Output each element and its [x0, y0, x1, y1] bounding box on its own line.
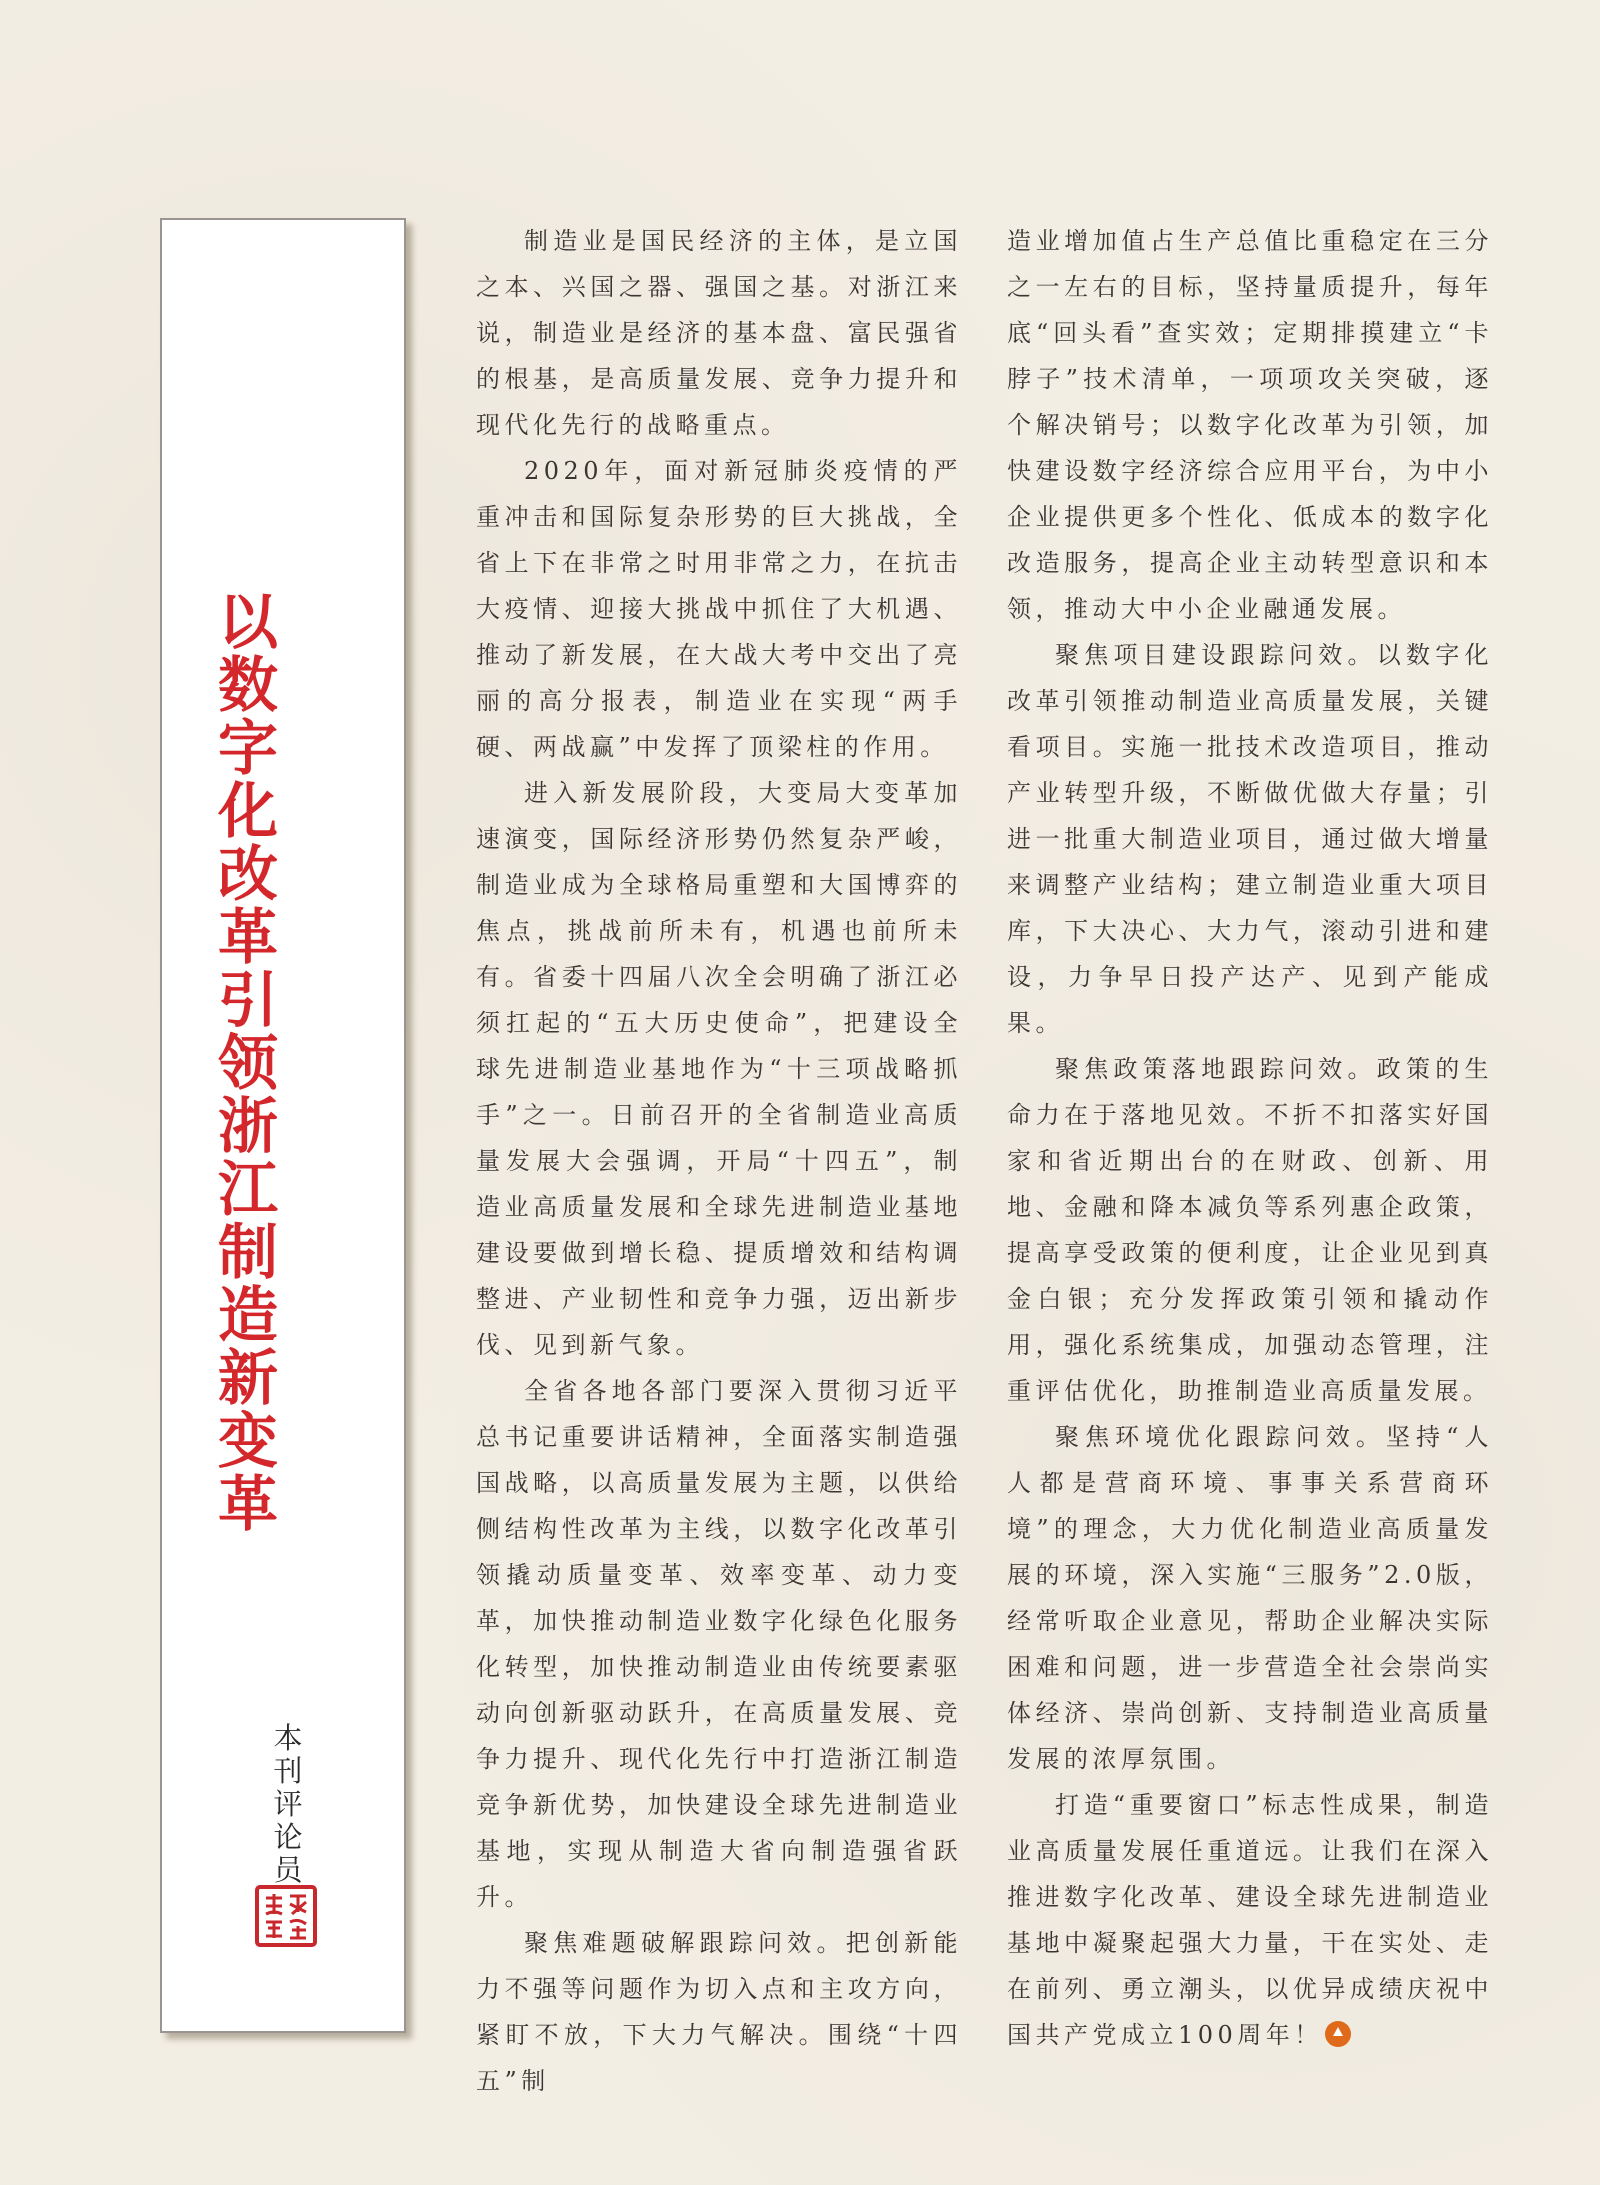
paragraph: 制造业是国民经济的主体，是立国之本、兴国之器、强国之基。对浙江来说，制造业是经济的基本盘、富民强省的根基，是高质量发展、竞争力提升和现代化先行的战略重点。: [476, 227, 962, 439]
article-column-left: [476, 218, 962, 2104]
paragraph: 聚焦难题破解跟踪问效。把创新能力不强等问题作为切入点和主攻方向，紧盯不放，下大力气解决。围绕“十四五”制: [476, 1929, 962, 2095]
paragraph-continued: 造业增加值占生产总值比重稳定在三分之一左右的目标，坚持量质提升，每年底“回头看”查实效；定期排摸建立“卡脖子”技术清单，一项项攻关突破，逐个解决销号；以数字化改革为引领，加快建设数字经济综合应用平台，为中小企业提供更多个性化、低成本的数字化改造服务，提高企业主动转型意识和本领，推动大中小企业融通发展。: [1007, 227, 1493, 623]
seal-stamp-icon: [254, 1884, 318, 1948]
paragraph: 2020年，面对新冠肺炎疫情的严重冲击和国际复杂形势的巨大挑战，全省上下在非常之时用非常之力，在抗击大疫情、迎接大挑战中抓住了大机遇、推动了新发展，在大战大考中交出了亮丽的高分报表，制造业在实现“两手硬、两战赢”中发挥了顶梁柱的作用。: [476, 457, 962, 761]
paragraph: 聚焦项目建设跟踪问效。以数字化改革引领推动制造业高质量发展，关键看项目。实施一批技术改造项目，推动产业转型升级，不断做优做大存量；引进一批重大制造业项目，通过做大增量来调整产业结构；建立制造业重大项目库，下大决心、大力气，滚动引进和建设，力争早日投产达产、见到产能成果。: [1007, 641, 1493, 1037]
paragraph: 全省各地各部门要深入贯彻习近平总书记重要讲话精神，全面落实制造强国战略，以高质量发展为主题，以供给侧结构性改革为主线，以数字化改革引领撬动质量变革、效率变革、动力变革，加快推动制造业数字化绿色化服务化转型，加快推动制造业由传统要素驱动向创新驱动跃升，在高质量发展、竞争力提升、现代化先行中打造浙江制造竞争新优势，加快建设全球先进制造业基地，实现从制造大省向制造强省跃升。: [476, 1377, 962, 1911]
paragraph: 聚焦环境优化跟踪问效。坚持“人人都是营商环境、事事关系营商环境”的理念，大力优化制造业高质量发展的环境，深入实施“三服务”2.0版，经常听取企业意见，帮助企业解决实际困难和问题，进一步营造全社会崇尚实体经济、崇尚创新、支持制造业高质量发展的浓厚氛围。: [1007, 1423, 1493, 1773]
title-panel: [160, 218, 406, 2033]
author-byline: 本刊评论员: [273, 1721, 303, 1887]
article-column-right: [1007, 218, 1493, 2058]
paragraph: 进入新发展阶段，大变局大变革加速演变，国际经济形势仍然复杂严峻，制造业成为全球格局重塑和大国博弈的焦点，挑战前所未有，机遇也前所未有。省委十四届八次全会明确了浙江必须扛起的“五大历史使命”，把建设全球先进制造业基地作为“十三项战略抓手”之一。日前召开的全省制造业高质量发展大会强调，开局“十四五”，制造业高质量发展和全球先进制造业基地建设要做到增长稳、提质增效和结构调整进、产业韧性和竞争力强，迈出新步伐、见到新气象。: [476, 779, 962, 1359]
article-title: 以数字化改革引领浙江制造新变革: [218, 588, 278, 1540]
final-paragraph-text: 打造“重要窗口”标志性成果，制造业高质量发展任重道远。让我们在深入推进数字化改革、建设全球先进制造业基地中凝聚起强大力量，干在实处、走在前列、勇立潮头，以优异成绩庆祝中国共产党成立100周年！: [1007, 1791, 1493, 2049]
paragraph: 聚焦政策落地跟踪问效。政策的生命力在于落地见效。不折不扣落实好国家和省近期出台的在财政、创新、用地、金融和降本减负等系列惠企政策，提高享受政策的便利度，让企业见到真金白银；充分发挥政策引领和撬动作用，强化系统集成，加强动态管理，注重评估优化，助推制造业高质量发展。: [1007, 1055, 1493, 1405]
paragraph-final: [1007, 1782, 1493, 2058]
end-mark-icon: [1325, 2021, 1351, 2047]
